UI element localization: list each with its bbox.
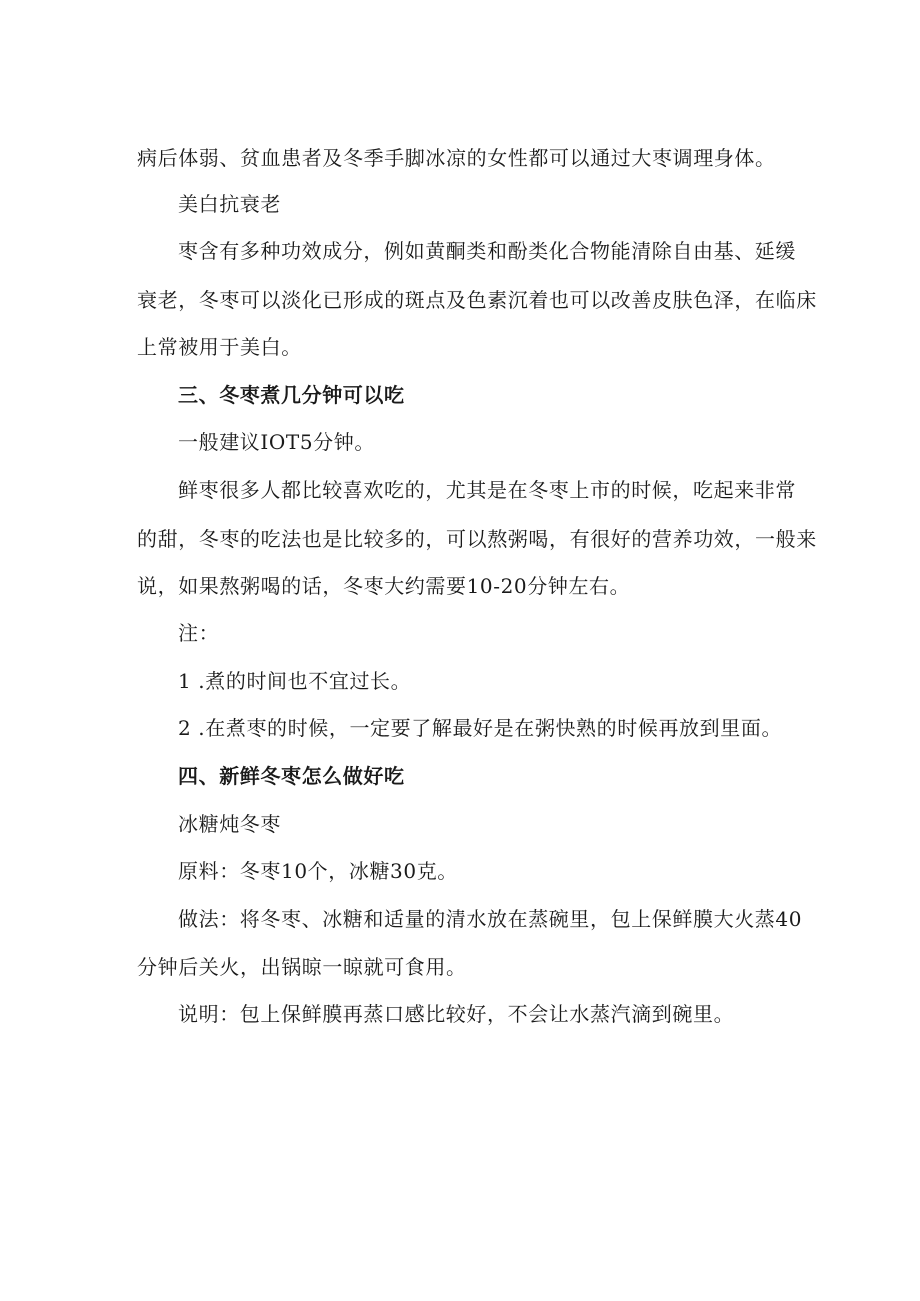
note-item-2: 2 .在煮枣的时候，一定要了解最好是在粥快熟的时候再放到里面。 [178,716,783,740]
recipe-ingredients: 原料：冬枣10个，冰糖30克。 [178,859,458,883]
paragraph-line: 衰老，冬枣可以淡化已形成的斑点及色素沉着也可以改善皮肤色泽，在临床 [137,288,817,312]
paragraph-line: 枣含有多种功效成分，例如黄酮类和酚类化合物能清除自由基、延缓 [178,239,796,263]
note-label: 注： [178,621,220,645]
paragraph-line: 上常被用于美白。 [137,335,302,359]
note-item-1: 1 .煮的时间也不宜过长。 [178,669,412,693]
paragraph-line: 的甜，冬枣的吃法也是比较多的，可以熬粥喝，有很好的营养功效，一般来 [137,527,817,551]
section-heading-3: 三、冬枣煮几分钟可以吃 [178,383,405,407]
paragraph-line: 一般建议IOT5分钟。 [178,430,375,454]
paragraph-line: 说，如果熬粥喝的话，冬枣大约需要10-20分钟左右。 [137,574,631,598]
recipe-method: 做法：将冬枣、冰糖和适量的清水放在蒸碗里，包上保鲜膜大火蒸40 [178,907,803,931]
section-heading-4: 四、新鲜冬枣怎么做好吃 [178,764,405,788]
recipe-title: 冰糖炖冬枣 [178,812,281,836]
recipe-method-cont: 分钟后关火，出锅晾一晾就可食用。 [137,955,467,979]
recipe-explanation: 说明：包上保鲜膜再蒸口感比较好，不会让水蒸汽滴到碗里。 [178,1002,735,1026]
subheading-beauty: 美白抗衰老 [178,192,281,216]
paragraph-line: 鲜枣很多人都比较喜欢吃的，尤其是在冬枣上市的时候，吃起来非常 [178,478,796,502]
paragraph-line: 病后体弱、贫血患者及冬季手脚冰凉的女性都可以通过大枣调理身体。 [137,146,776,170]
